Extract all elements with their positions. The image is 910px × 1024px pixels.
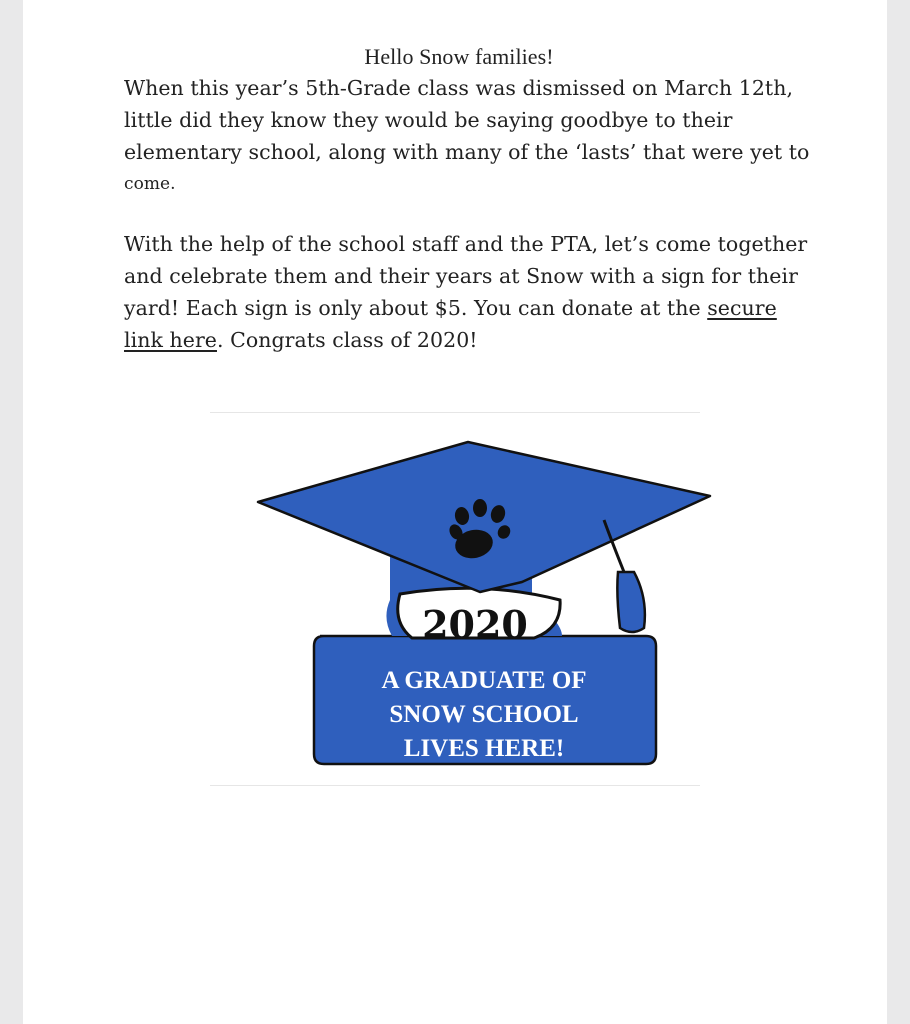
divider-top xyxy=(210,412,700,413)
donate-text: yard! Each sign is only about $5. You can donate at the xyxy=(124,296,708,320)
paragraph-intro xyxy=(124,72,810,200)
secure-link-part1[interactable]: secure xyxy=(707,296,777,320)
document-page xyxy=(23,0,887,1024)
divider-bottom xyxy=(210,785,700,786)
sign-line-2: SNOW SCHOOL xyxy=(389,701,579,728)
paragraph-line xyxy=(124,292,794,324)
paragraph-line: elementary school, along with many of the ‘lasts’ that were yet to xyxy=(124,140,810,164)
secure-link-part2[interactable]: link here xyxy=(124,328,217,352)
sign-year: 2020 xyxy=(422,602,528,647)
paragraph-line: come. xyxy=(124,174,176,194)
congrats-text: . Congrats class of 2020! xyxy=(216,328,478,352)
paragraph-line xyxy=(124,324,794,356)
tassel xyxy=(617,572,645,632)
paragraph-line: When this year’s 5th-Grade class was dismissed on March 12th, xyxy=(124,76,794,100)
paragraph-line: With the help of the school staff and the PTA, let’s come together xyxy=(124,232,808,256)
paragraph-donate xyxy=(124,228,808,356)
graduate-yard-sign-image xyxy=(232,432,712,777)
paragraph-line: little did they know they would be saying goodbye to their xyxy=(124,108,733,132)
sign-line-3: LIVES HERE! xyxy=(403,735,565,762)
mortarboard xyxy=(258,442,710,592)
greeting: Hello Snow families! xyxy=(364,44,554,69)
paragraph-line: and celebrate them and their years at Snow with a sign for their xyxy=(124,264,798,288)
sign-line-1: A GRADUATE OF xyxy=(381,667,587,694)
